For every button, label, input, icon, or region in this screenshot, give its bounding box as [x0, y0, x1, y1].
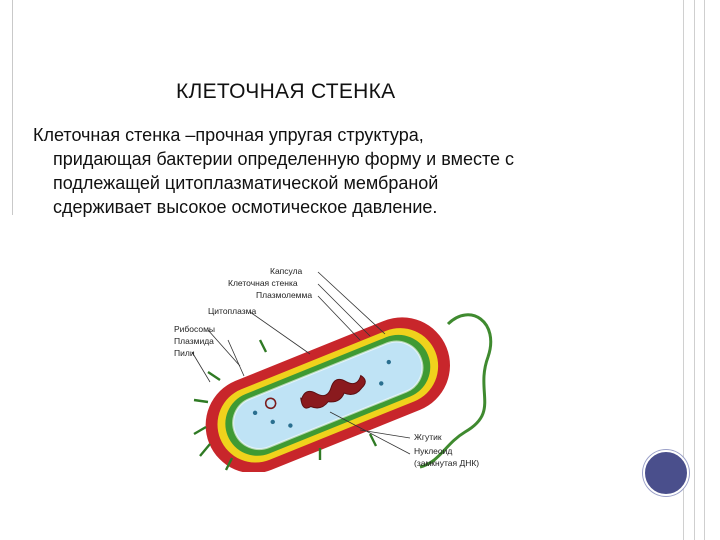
left-border-line — [12, 0, 13, 215]
rail-line — [704, 0, 705, 540]
slide-body-text — [33, 123, 673, 219]
bacterium-diagram — [170, 262, 510, 472]
label-nucleoid-note: (замкнутая ДНК) — [414, 458, 480, 468]
body-line: придающая бактерии определенную форму и вместе с — [53, 149, 515, 169]
label-capsule: Капсула — [270, 266, 303, 276]
label-cytoplasm: Цитоплазма — [208, 306, 257, 316]
body-line: Клеточная стенка –прочная упругая структура, — [33, 125, 424, 145]
label-nucleoid: Нуклеоид — [414, 446, 453, 456]
right-decorative-rail — [683, 0, 720, 540]
slide-nav-dot[interactable] — [643, 450, 689, 496]
label-ribosomes: Рибосомы — [174, 324, 216, 334]
label-plasmid: Плазмида — [174, 336, 214, 346]
slide-title: КЛЕТОЧНАЯ СТЕНКА — [176, 80, 396, 103]
label-flagellum: Жгутик — [414, 432, 442, 442]
rail-line — [694, 0, 695, 540]
label-plasmalemma: Плазмолемма — [256, 290, 313, 300]
body-line: сдерживает высокое осмотическое давление. — [53, 197, 438, 217]
label-pili: Пили — [174, 348, 195, 358]
label-cell-wall: Клеточная стенка — [228, 278, 298, 288]
body-line: подлежащей цитоплазматической мембраной — [53, 173, 439, 193]
